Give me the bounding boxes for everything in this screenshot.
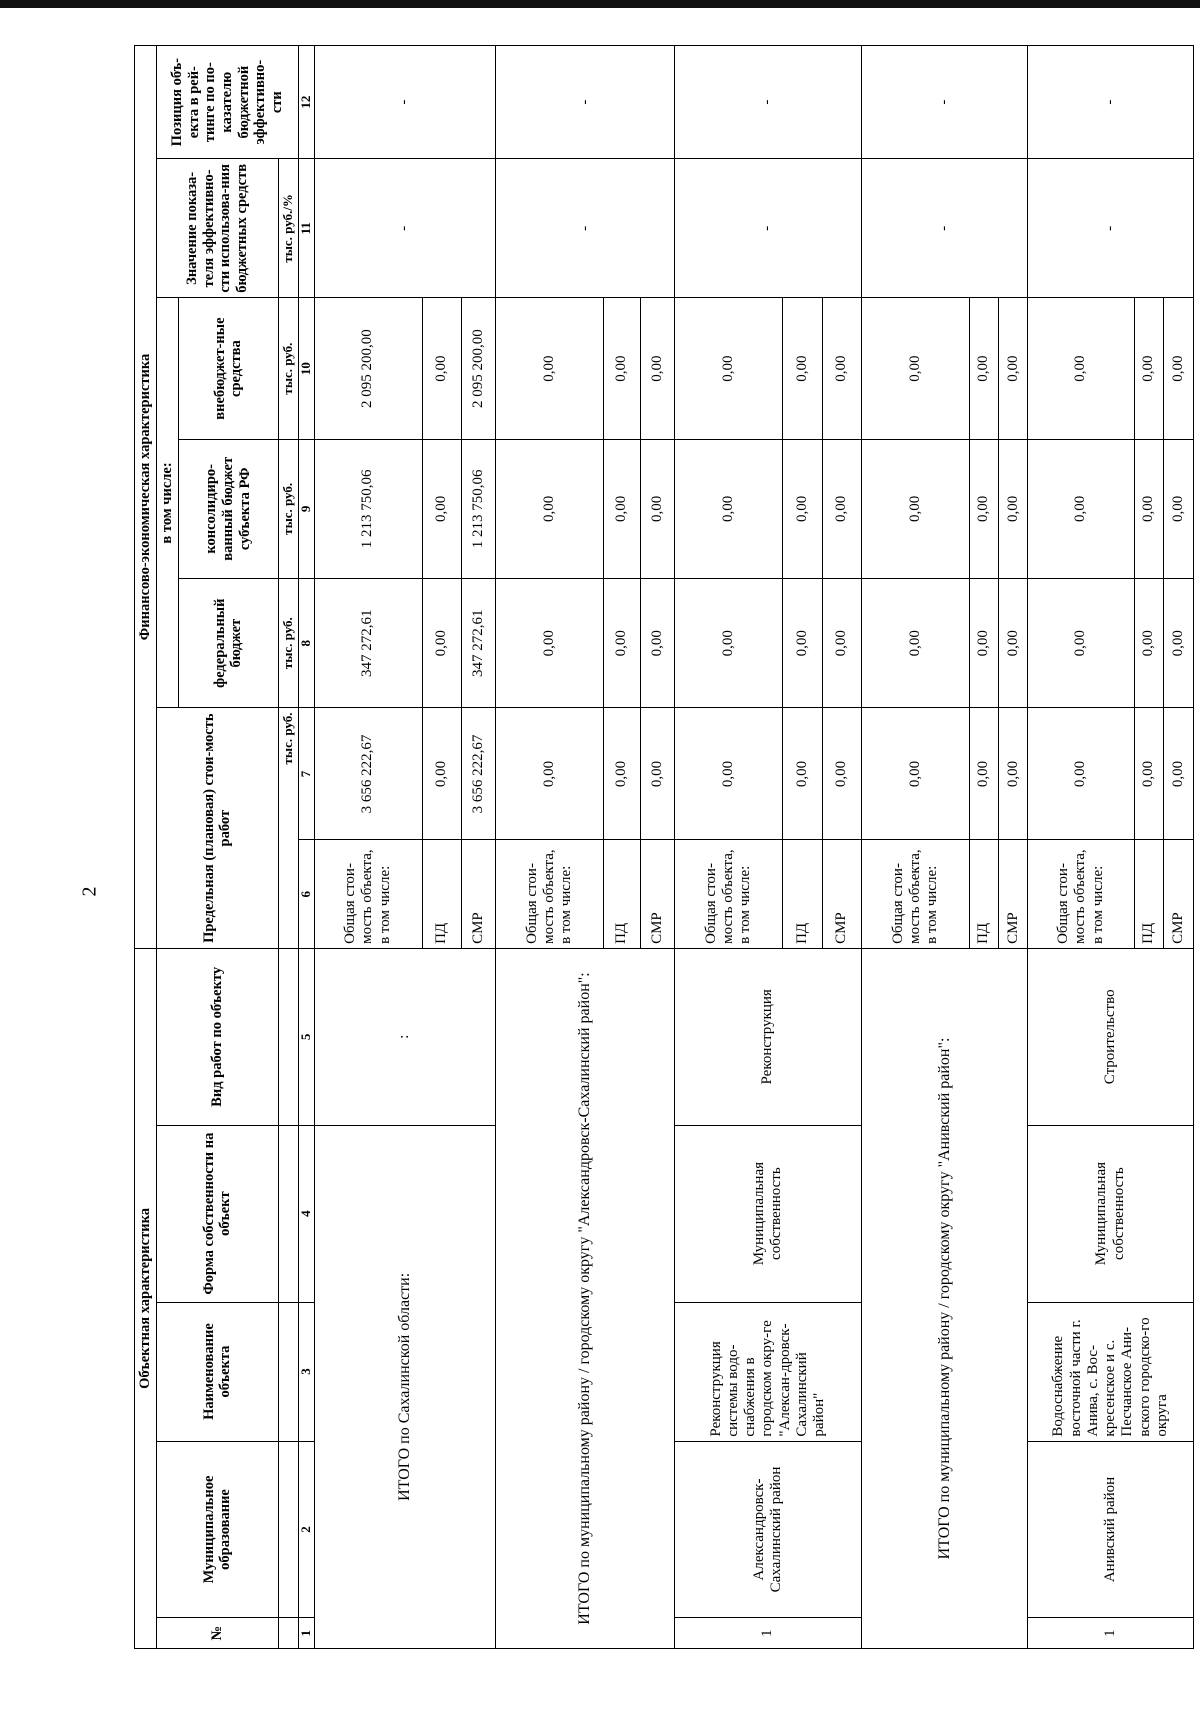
table-cell: 0,00 bbox=[999, 708, 1028, 840]
table-cell: 0,00 bbox=[861, 439, 969, 578]
table-cell: Строительство bbox=[1028, 948, 1194, 1125]
header-regional: консолидиро-ванный бюджет субъекта РФ bbox=[178, 439, 278, 578]
table-cell: ПД bbox=[1134, 840, 1164, 948]
unit-federal: тыс. руб. bbox=[278, 578, 298, 708]
table-cell: 0,00 bbox=[604, 708, 641, 840]
table-cell: 1 bbox=[1028, 1618, 1194, 1649]
table-cell: 0,00 bbox=[422, 578, 461, 708]
col-number-1: 1 bbox=[298, 1618, 314, 1649]
table-cell: - bbox=[314, 46, 496, 159]
total-region-title: ИТОГО по Сахалинской области: bbox=[314, 1125, 496, 1648]
table-cell: - bbox=[314, 159, 496, 298]
unit-extra: тыс. руб. bbox=[278, 298, 298, 439]
table-cell: 0,00 bbox=[999, 439, 1028, 578]
page-number: 2 bbox=[78, 886, 101, 897]
header-ownership: Форма собственности на объект bbox=[157, 1125, 279, 1302]
table-cell: 0,00 bbox=[783, 439, 822, 578]
col-number-6: 6 bbox=[298, 840, 314, 948]
table-cell: 0,00 bbox=[1164, 298, 1194, 439]
table-cell: ПД bbox=[783, 840, 822, 948]
table-cell: 0,00 bbox=[675, 708, 783, 840]
table-cell: 0,00 bbox=[861, 298, 969, 439]
table-cell: 3 656 222,67 bbox=[314, 708, 422, 840]
table-cell: СМР bbox=[461, 840, 495, 948]
table-cell: - bbox=[675, 46, 862, 159]
table-cell: ПД bbox=[604, 840, 641, 948]
table-cell: 0,00 bbox=[969, 439, 998, 578]
table-cell: 0,00 bbox=[1028, 298, 1134, 439]
table-row bbox=[314, 46, 422, 1649]
table-cell: 0,00 bbox=[1164, 708, 1194, 840]
table-cell: 0,00 bbox=[861, 578, 969, 708]
header-extra: внебюджет-ные средства bbox=[178, 298, 278, 439]
table-cell: СМР bbox=[640, 840, 674, 948]
table-cell: СМР bbox=[999, 840, 1028, 948]
unit-regional: тыс. руб. bbox=[278, 439, 298, 578]
col-number-8: 8 bbox=[298, 578, 314, 708]
table-cell: 0,00 bbox=[604, 298, 641, 439]
scan-top-edge bbox=[0, 0, 1200, 8]
table-cell: 347 272,61 bbox=[314, 578, 422, 708]
table-cell: 0,00 bbox=[496, 439, 604, 578]
header-rank: Позиция объ-екта в рей-тинге по по-казателю бюджетной эффективно-сти bbox=[157, 46, 299, 159]
table-cell: 0,00 bbox=[999, 298, 1028, 439]
table-cell: 0,00 bbox=[822, 708, 861, 840]
header-finance-group: Финансово-экономическая характеристика bbox=[135, 46, 157, 949]
header-limit-cost: Предельная (плановая) стои-мость работ bbox=[157, 708, 279, 948]
col-number-7: 7 bbox=[298, 708, 314, 840]
table-cell: Общая стои-мость объекта, в том числе: bbox=[314, 840, 422, 948]
col-number-9: 9 bbox=[298, 439, 314, 578]
table-cell: 2 095 200,00 bbox=[314, 298, 422, 439]
total-aleksandrovsk-title: ИТОГО по муниципальному району / городскому округу "Александровск-Сахалинский район": bbox=[496, 948, 675, 1648]
col-number-4: 4 bbox=[298, 1125, 314, 1302]
table-cell: 2 095 200,00 bbox=[461, 298, 495, 439]
col-number-2: 2 bbox=[298, 1441, 314, 1618]
table-row bbox=[861, 46, 969, 1649]
unit-efficiency: тыс. руб./% bbox=[278, 159, 298, 298]
table-cell: - bbox=[1028, 159, 1194, 298]
header-efficiency: Значение показа-теля эффективно-сти использова-ния бюджетных средств bbox=[157, 159, 279, 298]
table-cell: СМР bbox=[822, 840, 861, 948]
table-cell: 0,00 bbox=[496, 708, 604, 840]
table-cell: СМР bbox=[1164, 840, 1194, 948]
rotated-table-page bbox=[134, 45, 1194, 1649]
table-row bbox=[675, 46, 783, 1649]
table-cell: 0,00 bbox=[1028, 578, 1134, 708]
table-cell: - bbox=[675, 159, 862, 298]
table-cell: 0,00 bbox=[675, 298, 783, 439]
table-cell: 1 bbox=[675, 1618, 862, 1649]
table-cell: 0,00 bbox=[675, 439, 783, 578]
table-cell: 0,00 bbox=[675, 578, 783, 708]
table-cell: 0,00 bbox=[1134, 578, 1164, 708]
table-cell: 0,00 bbox=[496, 578, 604, 708]
col-number-12: 12 bbox=[298, 46, 314, 159]
col-number-11: 11 bbox=[298, 159, 314, 298]
table-cell: 0,00 bbox=[783, 298, 822, 439]
table-cell: - bbox=[861, 46, 1027, 159]
table-cell: - bbox=[861, 159, 1027, 298]
table-cell: ПД bbox=[422, 840, 461, 948]
table-cell: 0,00 bbox=[861, 708, 969, 840]
header-object-group: Объектная характеристика bbox=[135, 948, 157, 1648]
table-cell: 0,00 bbox=[822, 578, 861, 708]
table-cell: Александровск-Сахалинский район bbox=[675, 1441, 862, 1618]
table-cell: 0,00 bbox=[822, 439, 861, 578]
table-cell: 0,00 bbox=[604, 578, 641, 708]
table-cell: 0,00 bbox=[640, 298, 674, 439]
table-cell: 0,00 bbox=[640, 708, 674, 840]
table-cell: 0,00 bbox=[1164, 439, 1194, 578]
table-cell: 0,00 bbox=[640, 578, 674, 708]
table-cell: 0,00 bbox=[783, 578, 822, 708]
header-work-type: Вид работ по объекту bbox=[157, 948, 279, 1125]
table-cell: - bbox=[496, 46, 675, 159]
table-row bbox=[496, 46, 604, 1649]
total-region-work: : bbox=[314, 948, 496, 1125]
header-no: № bbox=[157, 1618, 279, 1649]
table-cell: Водоснабжение восточной части г. Анива, с. Вос-кресенское и с. Песчанское Ани-вского городско-го округа bbox=[1028, 1302, 1194, 1441]
table-cell: 0,00 bbox=[640, 439, 674, 578]
table-cell: 0,00 bbox=[422, 439, 461, 578]
table-cell: 0,00 bbox=[969, 708, 998, 840]
table-cell: 0,00 bbox=[422, 298, 461, 439]
table-cell: Общая стои-мость объекта, в том числе: bbox=[496, 840, 604, 948]
col-number-3: 3 bbox=[298, 1302, 314, 1441]
table-cell: - bbox=[496, 159, 675, 298]
budget-table bbox=[134, 45, 1194, 1649]
table-cell: Реконструкция системы водо-снабжения в городском окру-ге "Алексан-дровск-Сахалинский район" bbox=[675, 1302, 862, 1441]
table-cell: 1 213 750,06 bbox=[314, 439, 422, 578]
table-cell: 0,00 bbox=[969, 578, 998, 708]
table-cell: 0,00 bbox=[1164, 578, 1194, 708]
table-cell: Муниципальная собственность bbox=[1028, 1125, 1194, 1302]
table-cell: Анивский район bbox=[1028, 1441, 1194, 1618]
header-object-name: Наименование объекта bbox=[157, 1302, 279, 1441]
table-cell: 3 656 222,67 bbox=[461, 708, 495, 840]
table-cell: 347 272,61 bbox=[461, 578, 495, 708]
col-number-10: 10 bbox=[298, 298, 314, 439]
table-cell: - bbox=[1028, 46, 1194, 159]
table-cell: Общая стои-мость объекта, в том числе: bbox=[675, 840, 783, 948]
table-cell: 0,00 bbox=[604, 439, 641, 578]
table-cell: 0,00 bbox=[422, 708, 461, 840]
table-cell: Общая стои-мость объекта, в том числе: bbox=[861, 840, 969, 948]
table-cell: 0,00 bbox=[999, 578, 1028, 708]
table-cell: 0,00 bbox=[1134, 298, 1164, 439]
table-cell: 0,00 bbox=[1028, 439, 1134, 578]
col-number-5: 5 bbox=[298, 948, 314, 1125]
table-cell: 0,00 bbox=[969, 298, 998, 439]
table-cell: 1 213 750,06 bbox=[461, 439, 495, 578]
total-aniva-title: ИТОГО по муниципальному району / городскому округу "Анивский район": bbox=[861, 948, 1027, 1648]
table-cell: Реконструкция bbox=[675, 948, 862, 1125]
table-row bbox=[1028, 46, 1134, 1649]
header-including: в том числе: bbox=[157, 298, 179, 708]
table-cell: ПД bbox=[969, 840, 998, 948]
header-federal: федеральный бюджет bbox=[178, 578, 278, 708]
header-municipality: Муниципальное образование bbox=[157, 1441, 279, 1618]
table-cell: 0,00 bbox=[822, 298, 861, 439]
table-cell: 0,00 bbox=[783, 708, 822, 840]
table-cell: 0,00 bbox=[1134, 708, 1164, 840]
table-cell: 0,00 bbox=[1028, 708, 1134, 840]
table-cell: 0,00 bbox=[1134, 439, 1164, 578]
table-cell: 0,00 bbox=[496, 298, 604, 439]
table-cell: Муниципальная собственность bbox=[675, 1125, 862, 1302]
table-cell: Общая стои-мость объекта, в том числе: bbox=[1028, 840, 1134, 948]
unit-limit-cost: тыс. руб. bbox=[278, 708, 298, 948]
